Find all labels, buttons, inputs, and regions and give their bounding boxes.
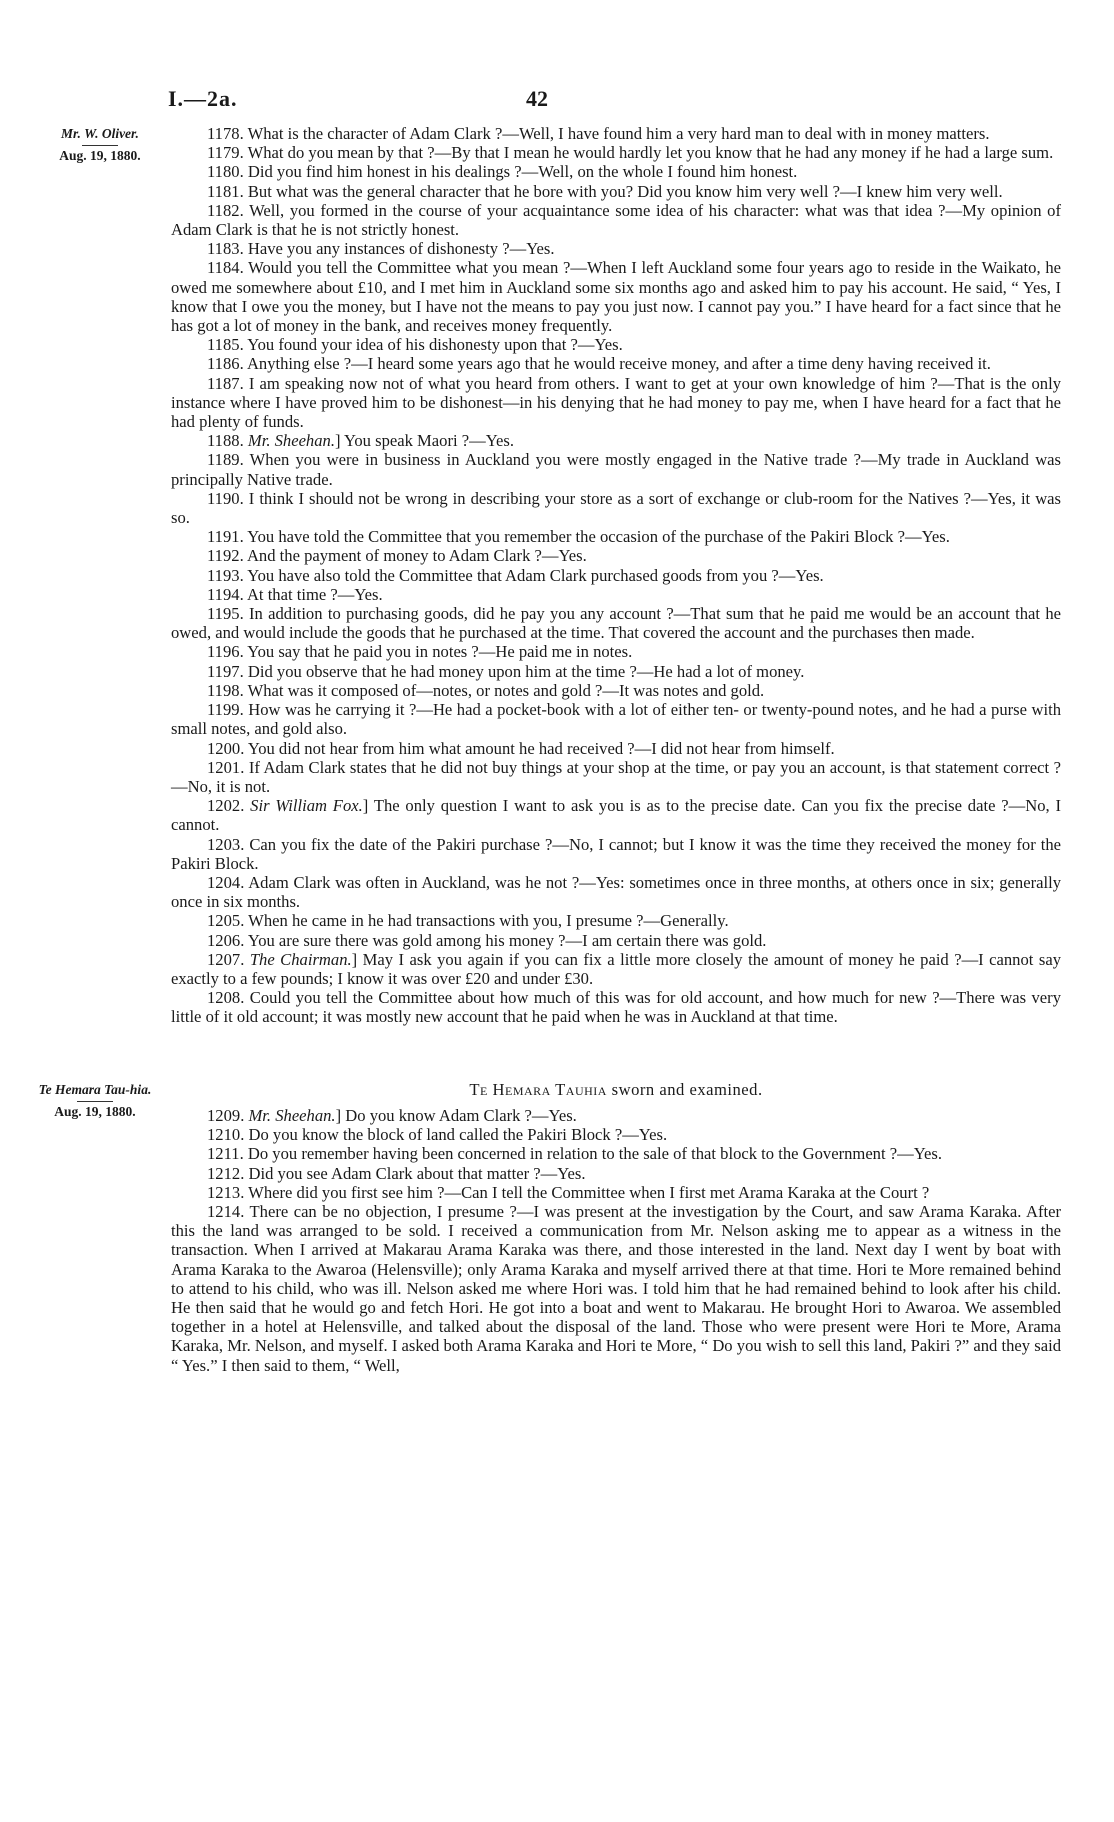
question-number: 1207.	[207, 949, 250, 969]
question-answer-paragraph	[171, 796, 1061, 834]
testimony-section-1	[171, 124, 1061, 1027]
question-answer-paragraph: 1212. Did you see Adam Clark about that matter ?—Yes.	[207, 1163, 586, 1183]
question-answer-paragraph: 1178. What is the character of Adam Clark ?—Well, I have found him a very hard man to deal with in money matters.	[207, 124, 990, 143]
witness-name: Te Hemara Tauhia	[469, 1080, 607, 1099]
margin-note-date: Aug. 19, 1880.	[59, 148, 141, 163]
margin-note-rule	[82, 145, 118, 146]
question-answer-paragraph: 1195. In addition to purchasing goods, did he pay you any account ?—That sum that he paid me would be an account that he owed, and would include the goods that he purchased at the time. That covered the account and the purchases then made.	[171, 604, 1061, 643]
page-number: 42	[526, 86, 548, 111]
question-answer-paragraph: 1203. Can you fix the date of the Pakiri purchase ?—No, I cannot; but I know it was the time they received the money for the Pakiri Block.	[171, 834, 1061, 873]
question-number: 1202.	[207, 796, 251, 816]
question-answer-paragraph: 1200. You did not hear from him what amount he had received ?—I did not hear from himself.	[207, 738, 835, 758]
question-answer-paragraph: 1191. You have told the Committee that you remember the occasion of the purchase of the Pakiri Block ?—Yes.	[207, 527, 950, 547]
question-answer-paragraph	[171, 431, 1061, 450]
question-answer-paragraph: 1204. Adam Clark was often in Auckland, was he not ?—Yes: sometimes once in three months, at others once in six; generally once in six months.	[171, 872, 1061, 912]
question-answer-paragraph: 1186. Anything else ?—I heard some years ago that he would receive money, and after a time deny having received it.	[207, 354, 991, 374]
question-answer-paragraph: 1214. There can be no objection, I presume ?—I was present at the investigation by the Court, and saw Arama Karaka. After this the land was arranged to be sold. I received a communication from Mr. Nelson asking me to appear as a witness in the transaction. When I arrived at Makarau Arama Karaka was there, and those interested in the land. Next day I went by boat with Arama Karaka to the Awaroa (Helensville); only Arama Karaka and myself arrived there at that time. Hori te More remained behind to attend to his child, who was ill. Nelson asked me where Hori was. I told him that he had remained behind to look after his child. He then said that he would go and fetch Hori. He got into a boat and went to Makarau. He brought Hori to Awaroa. We assembled together in a hotel at Helensville, and talked about the disposal of the land. Those who were present were Hori te More, Arama Karaka, Mr. Nelson, and myself. I asked both Arama Karaka and Hori te More, “ Do you wish to sell this land, Pakiri ?” and they said “ Yes.” I then said to them, “ Well,	[171, 1202, 1061, 1375]
question-number: 1209.	[207, 1106, 249, 1125]
margin-note-name: Mr. W. Oliver.	[61, 126, 139, 141]
question-answer-paragraph: 1194. At that time ?—Yes.	[207, 584, 383, 604]
question-answer-paragraph: 1181. But what was the general character that he bore with you? Did you know him very well ?—I knew him very well.	[207, 181, 1003, 201]
question-answer-paragraph: 1179. What do you mean by that ?—By that I mean he would hardly let you know that he had any money if he had a large sum.	[207, 143, 1054, 163]
question-answer-paragraph: 1184. Would you tell the Committee what you mean ?—When I left Auckland some four years ago to reside in the Waikato, he owed me somewhere about £10, and I met him in Auckland some six months ago and asked him to pay his account. He said, “ Yes, I know that I owe you the money, but I have not the means to pay you just now. I cannot pay you.” I have heard for a fact since that he has got a lot of money in the bank, and receives money frequently.	[171, 258, 1061, 336]
paragraph-text: ] You speak Maori ?—Yes.	[334, 431, 514, 451]
paragraph-text: ] May I ask you again if you can fix a little more closely the amount of money he paid ?—I cannot say exactly to a few pounds; I know it was over £20 and under £30.	[171, 949, 1061, 988]
paragraph-text: ] The only question I want to ask you is as to the precise date. Can you fix the precise date ?—No, I cannot.	[171, 796, 1061, 835]
paragraph-text: ] Do you know Adam Clark ?—Yes.	[335, 1106, 577, 1125]
question-answer-paragraph: 1193. You have also told the Committee that Adam Clark purchased goods from you ?—Yes.	[207, 565, 824, 585]
question-answer-paragraph: 1182. Well, you formed in the course of your acquaintance some idea of his character: what was that idea ?—My opinion of Adam Clark is that he is not strictly honest.	[171, 200, 1061, 240]
testimony-section-2	[171, 1106, 1061, 1375]
speaker-name: Sir William Fox.	[250, 796, 363, 816]
margin-note-witness-1	[30, 126, 170, 164]
speaker-name: Mr. Sheehan.	[248, 1106, 336, 1125]
section-heading-witness-2	[171, 1080, 1061, 1100]
question-answer-paragraph: 1201. If Adam Clark states that he did not buy things at your shop at the time, or pay you an account, is that statement correct ?—No, it is not.	[171, 757, 1061, 796]
question-answer-paragraph: 1187. I am speaking now not of what you heard from others. I want to get at your own knowledge of him ?—That is the only instance where I have proved him to be dishonest—in his denying that he had money to pay me, when I have heard for a fact that he had plenty of funds.	[171, 373, 1061, 432]
question-answer-paragraph: 1206. You are sure there was gold among his money ?—I am certain there was gold.	[207, 930, 767, 950]
question-answer-paragraph: 1198. What was it composed of—notes, or notes and gold ?—It was notes and gold.	[207, 680, 765, 700]
speaker-name: Mr. Sheehan.	[247, 431, 335, 451]
margin-note-witness-2	[30, 1082, 160, 1120]
margin-note-date: Aug. 19, 1880.	[54, 1104, 136, 1119]
margin-note-name: Te Hemara Tau-hia.	[38, 1082, 152, 1097]
question-answer-paragraph: 1190. I think I should not be wrong in describing your store as a sort of exchange or club-room for the Natives ?—Yes, it was so.	[171, 488, 1061, 528]
question-number: 1188.	[207, 431, 248, 451]
page-id: I.—2a.	[168, 86, 238, 111]
question-answer-paragraph: 1205. When he came in he had transactions with you, I presume ?—Generally.	[207, 911, 729, 931]
page-header	[0, 86, 1114, 116]
question-answer-paragraph: 1208. Could you tell the Committee about how much of this was for old account, and how much for new ?—There was very little of it old account; it was mostly new account that he paid when he was in Auckland at that time.	[171, 988, 1061, 1027]
question-answer-paragraph: 1210. Do you know the block of land called the Pakiri Block ?—Yes.	[207, 1125, 668, 1145]
heading-rest: sworn and examined.	[606, 1080, 763, 1099]
question-answer-paragraph: 1211. Do you remember having been concerned in relation to the sale of that block to the Government ?—Yes.	[207, 1144, 942, 1164]
question-answer-paragraph: 1196. You say that he paid you in notes ?—He paid me in notes.	[207, 642, 633, 662]
question-answer-paragraph: 1213. Where did you first see him ?—Can I tell the Committee when I first met Arama Karaka at the Court ?	[207, 1182, 930, 1202]
question-answer-paragraph: 1183. Have you any instances of dishonesty ?—Yes.	[207, 239, 555, 259]
question-answer-paragraph	[171, 950, 1061, 988]
speaker-name: The Chairman.	[249, 949, 352, 969]
question-answer-paragraph: 1189. When you were in business in Auckland you were mostly engaged in the Native trade ?—My trade in Auckland was principally Native trade.	[171, 450, 1061, 489]
margin-note-rule	[77, 1101, 113, 1102]
question-answer-paragraph: 1192. And the payment of money to Adam Clark ?—Yes.	[207, 546, 587, 566]
question-answer-paragraph	[171, 1106, 1061, 1125]
question-answer-paragraph: 1199. How was he carrying it ?—He had a pocket-book with a lot of either ten- or twenty-pound notes, and he had a purse with small notes, and gold also.	[171, 700, 1061, 739]
question-answer-paragraph: 1185. You found your idea of his dishonesty upon that ?—Yes.	[207, 335, 623, 355]
question-answer-paragraph: 1180. Did you find him honest in his dealings ?—Well, on the whole I found him honest.	[207, 162, 798, 182]
question-answer-paragraph: 1197. Did you observe that he had money upon him at the time ?—He had a lot of money.	[207, 661, 805, 681]
